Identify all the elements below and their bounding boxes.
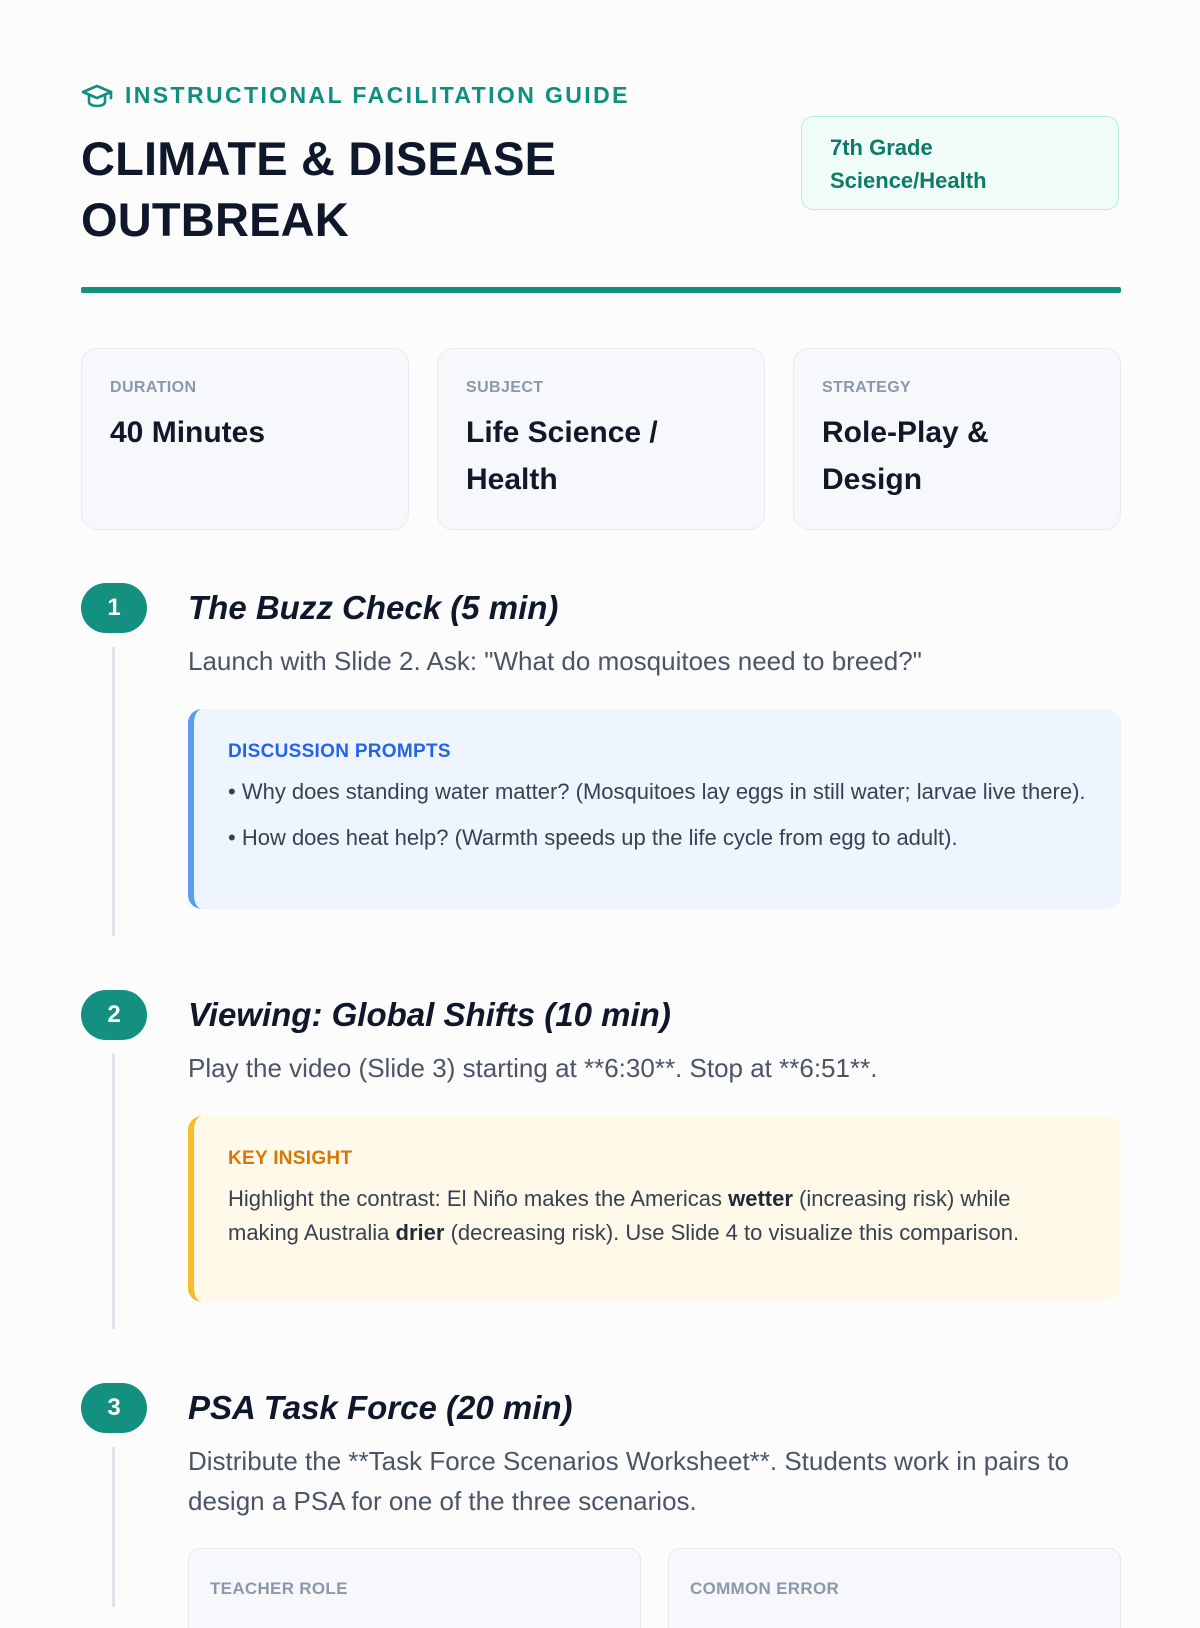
insight-text-part: (decreasing risk). Use Slide 4 to visualize this comparison. [444, 1220, 1020, 1245]
step-1 [81, 583, 1121, 936]
step-connector [112, 1054, 115, 1329]
meta-label: DURATION [110, 379, 197, 396]
facilitation-guide [81, 0, 1121, 1600]
step-description: Distribute the **Task Force Scenarios Worksheet**. Students work in pairs to design a PSA for one of the three scenarios. [188, 1446, 1070, 1516]
callout-heading: DISCUSSION PROMPTS [228, 741, 451, 762]
insight-text-part: Highlight the contrast: El Niño makes the Americas [228, 1186, 729, 1211]
prompt-item: • How does heat help? (Warmth speeds up the life cycle from egg to adult). [228, 825, 958, 850]
step-number: 3 [81, 1383, 147, 1433]
step-connector [112, 1447, 115, 1607]
callout-heading: KEY INSIGHT [228, 1148, 353, 1169]
step-3 [81, 1383, 1121, 1600]
meta-value: 40 Minutes [110, 416, 266, 449]
meta-card-strategy [793, 348, 1121, 530]
step-description: Launch with Slide 2. Ask: "What do mosquitoes need to breed?" [188, 646, 922, 676]
step-connector [112, 647, 115, 936]
meta-card-subject [437, 348, 765, 530]
meta-card-duration [81, 348, 409, 530]
meta-label: SUBJECT [466, 379, 544, 396]
discussion-prompts-callout [188, 709, 1121, 909]
common-error-card [668, 1548, 1121, 1628]
meta-cards [81, 348, 1121, 530]
eyebrow-text: INSTRUCTIONAL FACILITATION GUIDE [125, 82, 630, 108]
step-title: PSA Task Force (20 min) [188, 1389, 573, 1426]
meta-label: STRATEGY [822, 379, 912, 396]
step-3-cards [188, 1548, 1121, 1608]
card-label: TEACHER ROLE [210, 1579, 348, 1598]
grade-badge: 7th Grade Science/Health [801, 116, 1119, 210]
insight-emphasis: drier [395, 1220, 445, 1245]
step-description: Play the video (Slide 3) starting at **6:30**. Stop at **6:51**. [188, 1053, 878, 1083]
insight-text-part: (increasing risk) while making Australia [228, 1186, 1011, 1245]
key-insight-callout [188, 1116, 1121, 1302]
step-title: The Buzz Check (5 min) [188, 589, 559, 626]
header-divider [81, 287, 1121, 293]
graduation-cap-icon [81, 83, 113, 109]
guide-eyebrow [81, 82, 630, 109]
key-insight-text [228, 1182, 1087, 1250]
step-2 [81, 990, 1121, 1329]
step-number: 2 [81, 990, 147, 1040]
teacher-role-card [188, 1548, 641, 1628]
prompt-item: • Why does standing water matter? (Mosquitoes lay eggs in still water; larvae live there). [228, 779, 1086, 804]
step-title: Viewing: Global Shifts (10 min) [188, 996, 671, 1033]
meta-value: Life Science / Health [466, 416, 658, 496]
card-label: COMMON ERROR [690, 1579, 840, 1598]
meta-value: Role-Play & Design [822, 416, 989, 496]
step-number: 1 [81, 583, 147, 633]
insight-emphasis: wetter [728, 1186, 793, 1211]
page-title: CLIMATE & DISEASE OUTBREAK [81, 132, 557, 246]
